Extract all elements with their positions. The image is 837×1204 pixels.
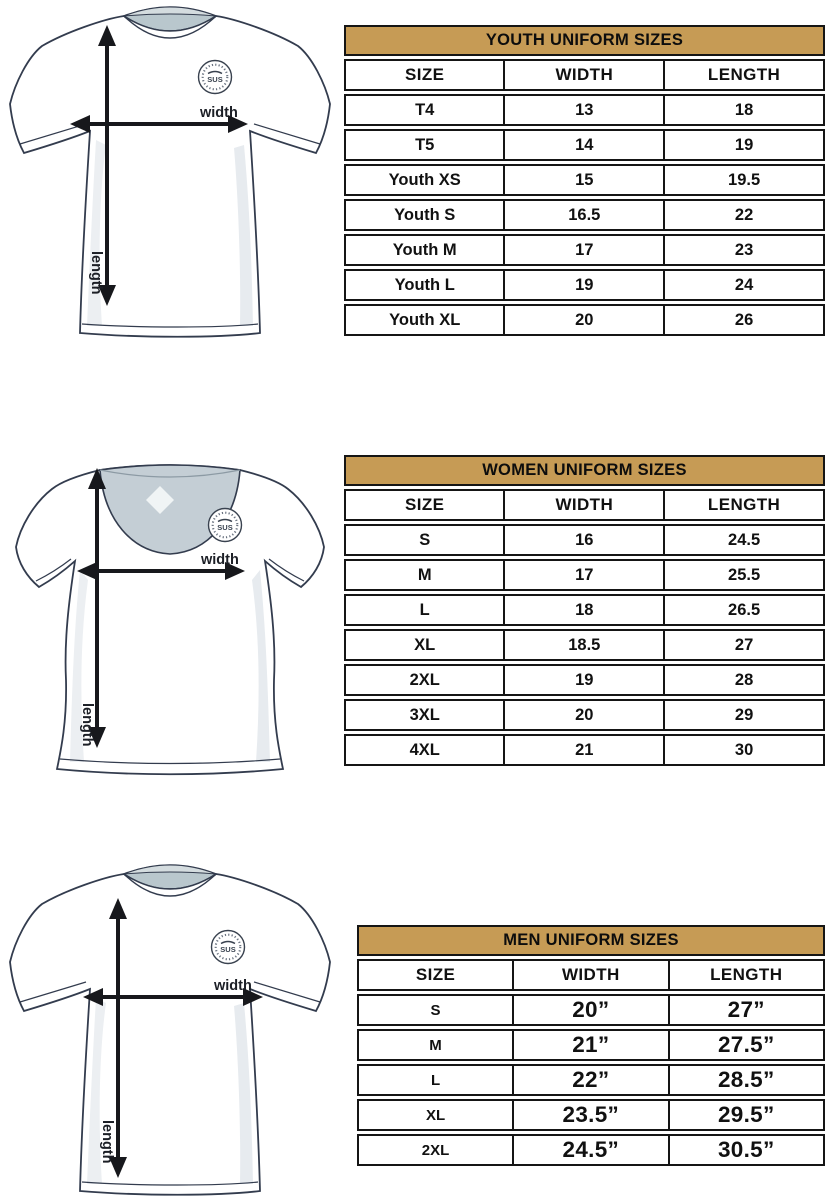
- table-row: [344, 129, 825, 161]
- width-cell: 19: [503, 271, 663, 299]
- width-label: width: [200, 105, 238, 121]
- length-cell: 29.5”: [668, 1101, 823, 1129]
- length-cell: 18: [663, 96, 823, 124]
- table-row: [344, 269, 825, 301]
- shading-right: [252, 570, 270, 762]
- size-cell: Youth XL: [389, 310, 461, 329]
- men-header-row: [357, 959, 825, 991]
- width-cell: 20”: [512, 996, 667, 1024]
- table-row: [344, 699, 825, 731]
- width-label: width: [214, 978, 252, 994]
- column-header-length: LENGTH: [663, 491, 823, 519]
- size-cell: 4XL: [409, 740, 440, 759]
- length-cell: 24: [663, 271, 823, 299]
- length-cell: 29: [663, 701, 823, 729]
- width-cell: 16.5: [503, 201, 663, 229]
- sus-crest-logo-icon: [212, 931, 245, 964]
- table-row: [344, 199, 825, 231]
- table-row: [344, 164, 825, 196]
- size-cell: M: [417, 565, 432, 584]
- logo-monogram: SUS: [217, 523, 233, 532]
- column-header-width: WIDTH: [503, 491, 663, 519]
- width-cell: 13: [503, 96, 663, 124]
- size-cell: Youth M: [392, 240, 457, 259]
- table-row: [357, 1134, 825, 1166]
- bottom-hem-line: [82, 1182, 258, 1185]
- width-cell: 22”: [512, 1066, 667, 1094]
- column-header-size: SIZE: [415, 965, 456, 984]
- table-row: [357, 1099, 825, 1131]
- width-cell: 17: [503, 561, 663, 589]
- left-cuff-line: [20, 982, 86, 1002]
- width-cell: 18.5: [503, 631, 663, 659]
- column-header-size: SIZE: [405, 495, 445, 514]
- column-header-length: LENGTH: [663, 61, 823, 89]
- table-row: [344, 664, 825, 696]
- table-row: [344, 94, 825, 126]
- logo-monogram: SUS: [207, 75, 223, 84]
- width-cell: 21: [503, 736, 663, 764]
- width-cell: 20: [503, 306, 663, 334]
- length-cell: 22: [663, 201, 823, 229]
- size-cell: Youth S: [394, 205, 456, 224]
- length-cell: 25.5: [663, 561, 823, 589]
- size-cell: Youth L: [394, 275, 455, 294]
- width-cell: 16: [503, 526, 663, 554]
- youth-shirt-diagram: [0, 0, 340, 348]
- width-label: width: [201, 552, 239, 568]
- width-cell: 15: [503, 166, 663, 194]
- size-cell: L: [430, 1071, 441, 1089]
- length-cell: 27: [663, 631, 823, 659]
- youth-table-title: YOUTH UNIFORM SIZES: [344, 25, 825, 56]
- youth-sizes-table: [344, 25, 825, 336]
- table-row: [344, 234, 825, 266]
- length-label: length: [79, 703, 95, 747]
- shading-left: [87, 140, 106, 326]
- size-cell: 2XL: [421, 1141, 450, 1159]
- shirt-body: [10, 16, 330, 337]
- column-header-size: SIZE: [405, 65, 445, 84]
- size-cell: Youth XS: [388, 170, 461, 189]
- men-sizes-table: [357, 925, 825, 1166]
- bottom-hem-line: [82, 324, 258, 327]
- right-cuff-line: [254, 982, 320, 1002]
- length-cell: 27”: [668, 996, 823, 1024]
- width-cell: 19: [503, 666, 663, 694]
- length-label: length: [99, 1120, 115, 1164]
- column-header-width: WIDTH: [503, 61, 663, 89]
- bottom-hem-line: [60, 759, 280, 764]
- length-cell: 19.5: [663, 166, 823, 194]
- length-cell: 28.5”: [668, 1066, 823, 1094]
- left-cuff-line: [20, 124, 86, 144]
- length-cell: 24.5: [663, 526, 823, 554]
- size-cell: 2XL: [409, 670, 440, 689]
- length-cell: 19: [663, 131, 823, 159]
- shirt-body: [10, 874, 330, 1195]
- men-table-title: MEN UNIFORM SIZES: [357, 925, 825, 956]
- table-row: [357, 1064, 825, 1096]
- table-row: [357, 1029, 825, 1061]
- column-header-length: LENGTH: [668, 961, 823, 989]
- size-cell: L: [419, 600, 430, 619]
- length-cell: 26: [663, 306, 823, 334]
- width-cell: 18: [503, 596, 663, 624]
- column-header-width: WIDTH: [512, 961, 667, 989]
- size-cell: S: [430, 1001, 441, 1019]
- length-label: length: [88, 251, 104, 295]
- width-cell: 23.5”: [512, 1101, 667, 1129]
- shading-right: [234, 145, 253, 326]
- women-shirt-diagram: [0, 440, 340, 780]
- table-row: [344, 594, 825, 626]
- size-cell: M: [429, 1036, 442, 1054]
- width-cell: 21”: [512, 1031, 667, 1059]
- width-cell: 20: [503, 701, 663, 729]
- table-row: [357, 994, 825, 1026]
- size-cell: T5: [415, 135, 435, 154]
- length-cell: 23: [663, 236, 823, 264]
- youth-header-row: [344, 59, 825, 91]
- length-cell: 30: [663, 736, 823, 764]
- size-cell: S: [419, 530, 431, 549]
- women-sizes-table: [344, 455, 825, 766]
- logo-monogram: SUS: [220, 945, 236, 954]
- right-cuff-line: [254, 124, 320, 144]
- women-header-row: [344, 489, 825, 521]
- length-cell: 26.5: [663, 596, 823, 624]
- table-row: [344, 524, 825, 556]
- width-cell: 14: [503, 131, 663, 159]
- men-shirt-diagram: [0, 858, 340, 1204]
- sus-crest-logo-icon: [199, 61, 232, 94]
- length-cell: 27.5”: [668, 1031, 823, 1059]
- size-cell: 3XL: [409, 705, 440, 724]
- table-row: [344, 734, 825, 766]
- table-row: [344, 559, 825, 591]
- sus-crest-logo-icon: [209, 509, 242, 542]
- table-row: [344, 304, 825, 336]
- width-cell: 17: [503, 236, 663, 264]
- length-cell: 28: [663, 666, 823, 694]
- shading-right: [234, 1003, 253, 1184]
- size-cell: XL: [414, 635, 436, 654]
- size-cell: XL: [425, 1106, 446, 1124]
- women-table-title: WOMEN UNIFORM SIZES: [344, 455, 825, 486]
- size-cell: T4: [415, 100, 435, 119]
- width-cell: 24.5”: [512, 1136, 667, 1164]
- table-row: [344, 629, 825, 661]
- length-cell: 30.5”: [668, 1136, 823, 1164]
